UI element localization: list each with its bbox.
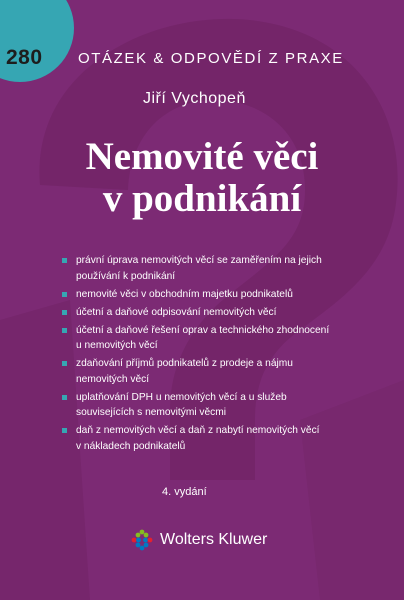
edition-label: 4. vydání	[162, 486, 207, 498]
topic-item	[62, 356, 382, 387]
topic-item	[62, 287, 382, 303]
book-title-line-1: Nemovité věci	[85, 135, 319, 178]
topic-text-line-1: právní úprava nemovitých věcí se zaměřením na jejich	[76, 255, 322, 266]
square-bullet-icon	[62, 395, 67, 400]
topic-text-line-2: používání k podnikání	[76, 270, 176, 282]
topic-item	[62, 323, 382, 354]
square-bullet-icon	[62, 361, 67, 366]
topic-text-line-2: souvisejících s nemovitými věcmi	[76, 407, 227, 418]
topic-text-line-2: u nemovitých věcí	[76, 340, 158, 351]
square-bullet-icon	[62, 428, 67, 433]
square-bullet-icon	[62, 292, 67, 297]
topic-text-line-1: daň z nemovitých věcí a daň z nabytí nemovitých věcí	[76, 425, 320, 436]
square-bullet-icon	[62, 310, 67, 315]
square-bullet-icon	[62, 328, 67, 333]
topic-item	[62, 253, 382, 284]
square-bullet-icon	[62, 258, 67, 263]
topic-text-line-2: nemovitých věcí	[76, 373, 150, 385]
topic-item	[62, 390, 382, 421]
topic-item	[62, 423, 382, 454]
series-number: 280	[6, 46, 43, 69]
wolters-kluwer-logo-icon	[130, 528, 154, 552]
topic-item	[62, 305, 382, 321]
topic-text-line-2: v nákladech podnikatelů	[76, 440, 186, 452]
publisher-logo	[130, 527, 267, 553]
topic-text-line-1: uplatňování DPH u nemovitých věcí a u služeb	[76, 391, 287, 403]
topic-text-line-1: účetní a daňové odpisování nemovitých věcí	[76, 306, 277, 318]
series-label: OTÁZEK & ODPOVĚDÍ Z PRAXE	[78, 50, 344, 67]
topics-list	[62, 253, 382, 457]
book-title	[0, 136, 404, 220]
book-title-line-2: v podnikání	[102, 177, 302, 220]
publisher-name: Wolters Kluwer	[160, 531, 268, 548]
topic-text-line-1: zdaňování příjmů podnikatelů z prodeje a nájmu	[76, 358, 293, 369]
author-name: Jiří Vychopeň	[143, 90, 246, 107]
topic-text-line-1: nemovité věci v obchodním majetku podnikatelů	[76, 288, 293, 300]
topic-text-line-1: účetní a daňové řešení oprav a technického zhodnocení	[76, 324, 330, 336]
